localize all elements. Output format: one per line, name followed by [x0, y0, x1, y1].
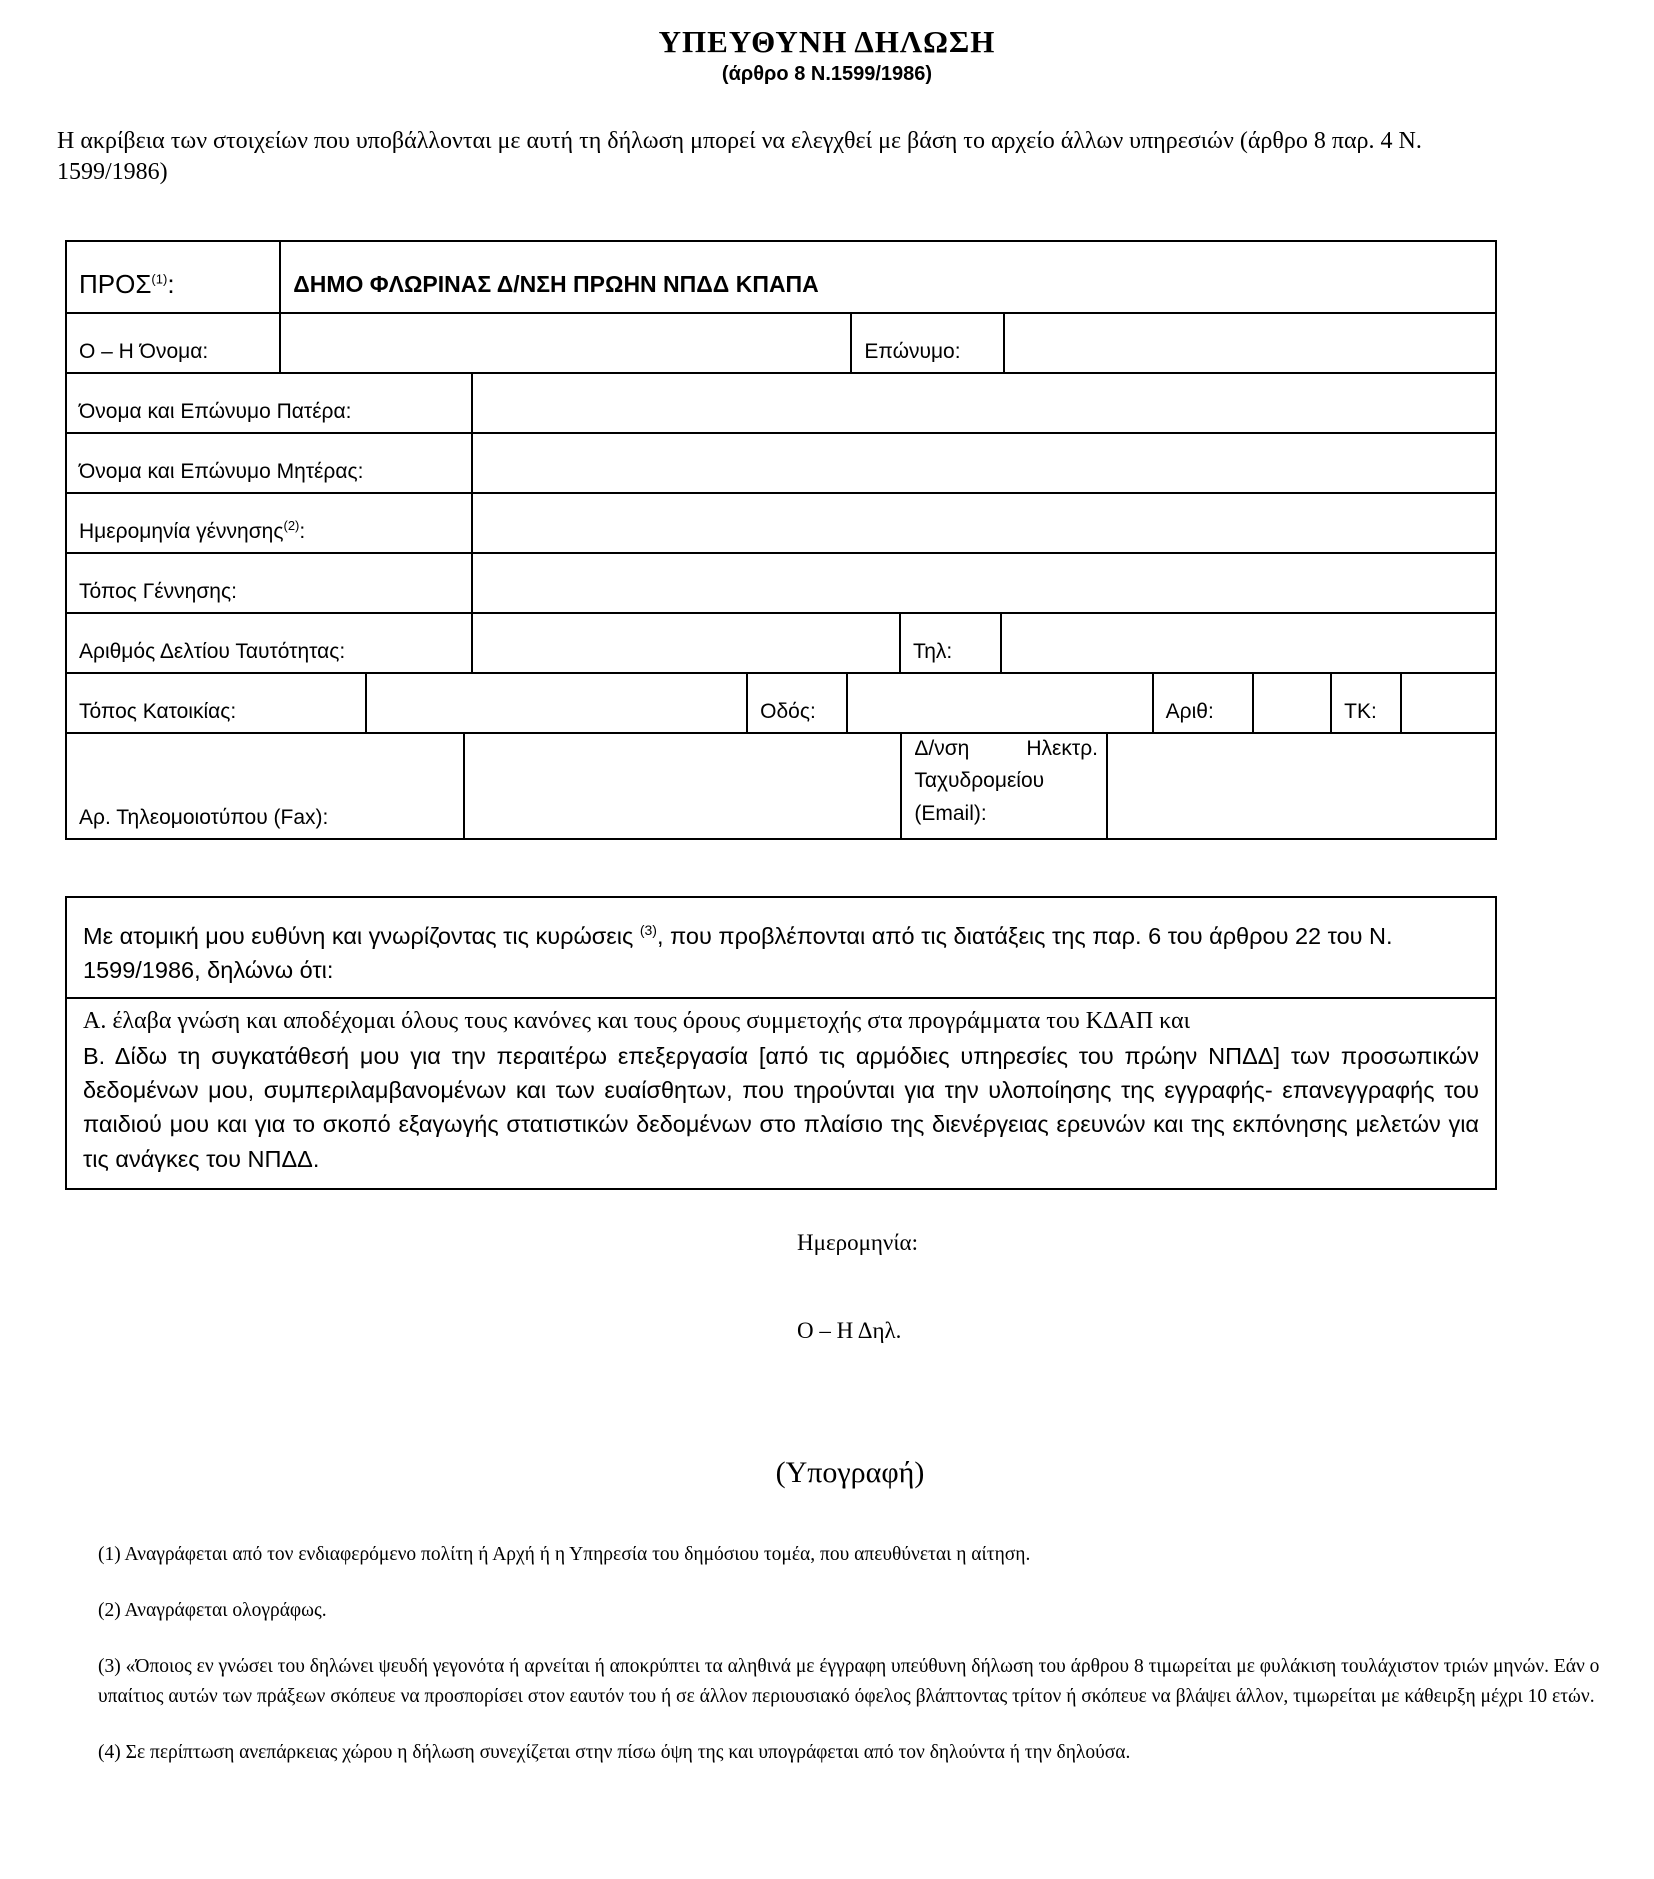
street-label: Οδός: — [760, 700, 816, 724]
signature-label: (Υπογραφή) — [775, 1455, 925, 1489]
footnote-1: (1) Αναγράφεται από τον ενδιαφερόμενο πολίτη ή Αρχή ή η Υπηρεσία του δημόσιου τομέα, που απευθύνεται η αίτηση. — [98, 1543, 1031, 1565]
tel-label-cell — [901, 614, 1002, 672]
penalties-footnote-ref: (3) — [639, 922, 657, 939]
birthdate-label: Ημερομηνία γέννησης$^{(2)}$: — [79, 518, 306, 544]
mother-name-label: Όνομα και Επώνυμο Μητέρας: — [79, 460, 364, 484]
fax-input-cell[interactable] — [465, 734, 902, 838]
fax-label-cell — [67, 734, 465, 838]
fax-label: Αρ. Τηλεομοιοτύπου (Fax): — [79, 806, 329, 830]
declaration-items — [67, 997, 1495, 1188]
id-number-label-cell — [67, 614, 473, 672]
father-name-label-cell — [67, 374, 473, 432]
declarant-label: Ο – Η Δηλ. — [797, 1317, 902, 1343]
postcode-label: ΤΚ: — [1344, 700, 1377, 724]
row-address — [67, 674, 1495, 734]
date-label: Ημερομηνία: — [797, 1229, 918, 1255]
declaration-item-a: Α. έλαβα γνώση και αποδέχομαι όλους τους κανόνες και τους όρους συμμετοχής στα προγράμματα του ΚΔΑΠ και — [83, 1008, 1191, 1035]
street-input-cell[interactable] — [848, 674, 1154, 732]
birthplace-input-cell[interactable] — [473, 554, 1495, 612]
declaration-item-b: Β. Δίδω τη συγκατάθεσή μου για την περαιτέρω επεξεργασία [από τις αρμόδιες υπηρεσίες του πρώην ΝΠΔΔ] των προσωπικών δεδομένων μου, συμπεριλαμβανομένων και των ευαίσθητων, που τηρούνται για την υλοποίησης της εγγραφής- επανεγγραφής του παιδιού μου και για το σκοπό εξαγωγής στατιστικών δεδομένων στο πλαίσιο της διενέργειας ερευνών και της εκπόνησης μελετών για τις ανάγκες του ΝΠΔΔ. — [83, 1042, 1479, 1172]
number-label-cell — [1154, 674, 1254, 732]
recipient-cell — [281, 242, 1495, 312]
tel-label: Τηλ: — [912, 640, 953, 664]
surname-label: Επώνυμο: — [864, 340, 961, 364]
birthdate-input-cell[interactable] — [473, 494, 1495, 552]
id-number-label: Αριθμός Δελτίου Ταυτότητας: — [79, 640, 346, 664]
row-fax-email — [67, 734, 1495, 838]
email-label: Δ/νση Ηλεκτρ. Ταχυδρομείου (Email): — [914, 736, 1098, 825]
declaration-box — [65, 896, 1497, 1190]
number-input-cell[interactable] — [1254, 674, 1333, 732]
tel-input-cell[interactable] — [1002, 614, 1495, 672]
document-subtitle: (άρθρο 8 Ν.1599/1986) — [721, 63, 933, 85]
row-mother — [67, 434, 1495, 494]
row-father — [67, 374, 1495, 434]
father-name-input-cell[interactable] — [473, 374, 1495, 432]
residence-input-cell[interactable] — [367, 674, 748, 732]
postcode-input-cell[interactable] — [1402, 674, 1495, 732]
email-input-cell[interactable] — [1108, 734, 1495, 838]
name-input-cell[interactable] — [281, 314, 852, 372]
declaration-preamble: Με ατομική μου ευθύνη και γνωρίζοντας τις κυρώσεις $^{(3)}$, που προβλέπονται από τις διατάξεις της παρ. 6 του άρθρου 22 του Ν. 1599/1986, δηλώνω ότι: — [83, 922, 1393, 983]
father-name-label: Όνομα και Επώνυμο Πατέρα: — [79, 400, 352, 424]
row-recipient — [67, 242, 1495, 314]
row-birthplace — [67, 554, 1495, 614]
residence-label: Τόπος Κατοικίας: — [79, 700, 237, 724]
birthplace-label: Τόπος Γέννησης: — [79, 580, 237, 604]
email-label-cell — [902, 734, 1108, 838]
number-label: Αριθ: — [1165, 700, 1214, 724]
recipient-text: ΔΗΜΟ ΦΛΩΡΙΝΑΣ Δ/ΝΣΗ ΠΡΩΗΝ ΝΠΔΔ ΚΠΑΠΑ — [293, 271, 819, 298]
footnote-3: (3) «Όποιος εν γνώσει του δηλώνει ψευδή γεγονότα ή αρνείται ή αποκρύπτει τα αληθινά με έγγραφη υπεύθυνη δήλωση του άρθρου 8 τιμωρείται με φυλάκιση τουλάχιστον τριών μηνών. Εάν ο υπαίτιος αυτών των πράξεων σκόπευε να προσπορίσει στον εαυτόν του ή σε άλλον περιουσιακό όφελος βλάπτοντας τρίτον ή σκόπευε να βλάψει άλλον, τιμωρείται με κάθειρξη μέχρι 10 ετών. — [98, 1656, 1600, 1707]
pros-footnote-ref: (1) — [151, 271, 168, 287]
postcode-label-cell — [1332, 674, 1402, 732]
name-label: Ο – Η Όνομα: — [79, 340, 209, 364]
birthplace-label-cell — [67, 554, 473, 612]
personal-details-table — [65, 240, 1497, 840]
surname-input-cell[interactable] — [1005, 314, 1495, 372]
birthdate-footnote-ref: (2) — [283, 518, 300, 534]
footnote-2: (2) Αναγράφεται ολογράφως. — [98, 1600, 327, 1622]
intro-paragraph: Η ακρίβεια των στοιχείων που υποβάλλονται με αυτή τη δήλωση μπορεί να ελεγχθεί με βάση το αρχείο άλλων υπηρεσιών (άρθρο 8 παρ. 4 Ν. 1599/1986) — [57, 128, 1422, 186]
surname-label-cell — [852, 314, 1005, 372]
name-label-cell — [67, 314, 281, 372]
residence-label-cell — [67, 674, 367, 732]
document-title: ΥΠΕΥΘΥΝΗ ΔΗΛΩΣΗ — [658, 24, 996, 59]
row-name — [67, 314, 1495, 374]
birthdate-label-cell — [67, 494, 473, 552]
footnotes — [98, 1540, 1614, 1767]
pros-label-cell — [67, 242, 281, 312]
row-birthdate — [67, 494, 1495, 554]
mother-name-input-cell[interactable] — [473, 434, 1495, 492]
street-label-cell — [748, 674, 848, 732]
footnote-4: (4) Σε περίπτωση ανεπάρκειας χώρου η δήλωση συνεχίζεται στην πίσω όψη της και υπογράφεται από τον δηλούντα ή την δηλούσα. — [98, 1741, 1131, 1763]
pros-label: ΠΡΟΣ$^{(1)}$: — [79, 269, 175, 300]
row-id-tel — [67, 614, 1495, 674]
id-number-input-cell[interactable] — [473, 614, 901, 672]
mother-name-label-cell — [67, 434, 473, 492]
